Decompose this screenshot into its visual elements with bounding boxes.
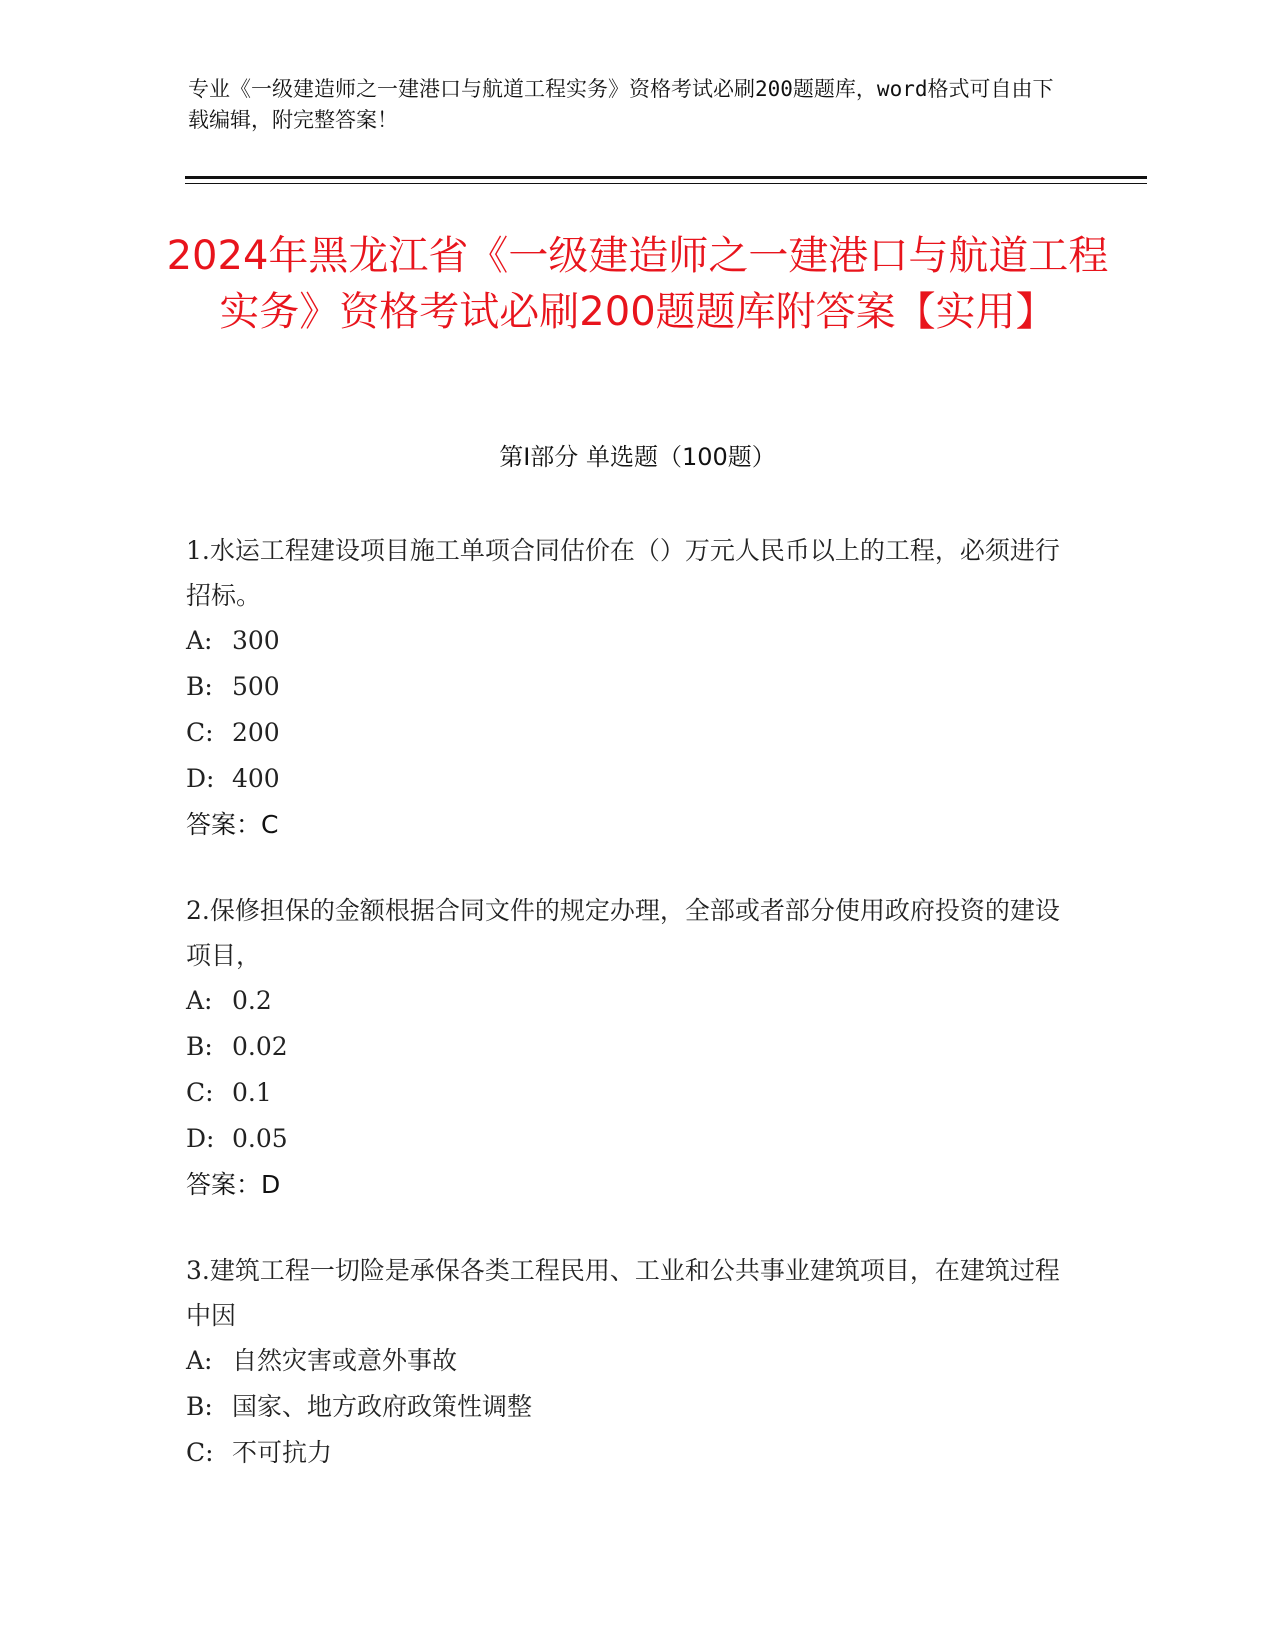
question-list xyxy=(186,528,1066,1516)
header-divider-thick xyxy=(185,176,1147,179)
option-text: 0.02 xyxy=(232,1032,288,1061)
question-3 xyxy=(186,1248,1066,1476)
option-a xyxy=(186,978,1066,1024)
section-title: 第Ⅰ部分 单选题（100题） xyxy=(499,443,776,471)
option-text: 自然灾害或意外事故 xyxy=(232,1346,458,1375)
option-text: 500 xyxy=(232,672,280,701)
answer-line: 答案：C xyxy=(186,810,279,839)
option-c xyxy=(186,1430,1066,1476)
option-text: 400 xyxy=(232,764,280,793)
option-b xyxy=(186,1384,1066,1430)
option-letter: D: xyxy=(186,1124,215,1153)
question-stem: 1.水运工程建设项目施工单项合同估价在（）万元人民币以上的工程，必须进行招标。 xyxy=(186,536,1060,610)
option-letter: B: xyxy=(186,1032,213,1061)
document-title: 2024年黑龙江省《一级建造师之一建港口与航道工程实务》资格考试必刷200题题库附答案【实用】 xyxy=(166,233,1109,335)
option-d xyxy=(186,756,1066,802)
option-letter: B: xyxy=(186,1392,213,1421)
option-letter: D: xyxy=(186,764,215,793)
header-divider-thin xyxy=(185,183,1147,184)
option-text: 300 xyxy=(232,626,280,655)
option-c xyxy=(186,1070,1066,1116)
option-a xyxy=(186,618,1066,664)
option-letter: A: xyxy=(186,626,213,655)
option-text: 0.2 xyxy=(232,986,272,1015)
answer-line: 答案：D xyxy=(186,1170,281,1199)
option-b xyxy=(186,1024,1066,1070)
option-letter: C: xyxy=(186,1078,214,1107)
option-c xyxy=(186,710,1066,756)
option-letter: C: xyxy=(186,1438,214,1467)
header-note: 专业《一级建造师之一建港口与航道工程实务》资格考试必刷200题题库，word格式可自由下载编辑，附完整答案！ xyxy=(188,77,1054,132)
option-text: 国家、地方政府政策性调整 xyxy=(232,1392,533,1421)
option-letter: A: xyxy=(186,1346,213,1375)
question-stem: 2.保修担保的金额根据合同文件的规定办理，全部或者部分使用政府投资的建设项目， xyxy=(186,896,1060,970)
option-text: 0.1 xyxy=(232,1078,272,1107)
option-text: 0.05 xyxy=(232,1124,288,1153)
question-1 xyxy=(186,528,1066,848)
option-b xyxy=(186,664,1066,710)
option-d xyxy=(186,1116,1066,1162)
option-letter: A: xyxy=(186,986,213,1015)
option-letter: B: xyxy=(186,672,213,701)
option-text: 200 xyxy=(232,718,280,747)
option-a xyxy=(186,1338,1066,1384)
question-2 xyxy=(186,888,1066,1208)
option-letter: C: xyxy=(186,718,214,747)
question-stem: 3.建筑工程一切险是承保各类工程民用、工业和公共事业建筑项目，在建筑过程中因 xyxy=(186,1256,1060,1330)
option-text: 不可抗力 xyxy=(232,1438,333,1467)
